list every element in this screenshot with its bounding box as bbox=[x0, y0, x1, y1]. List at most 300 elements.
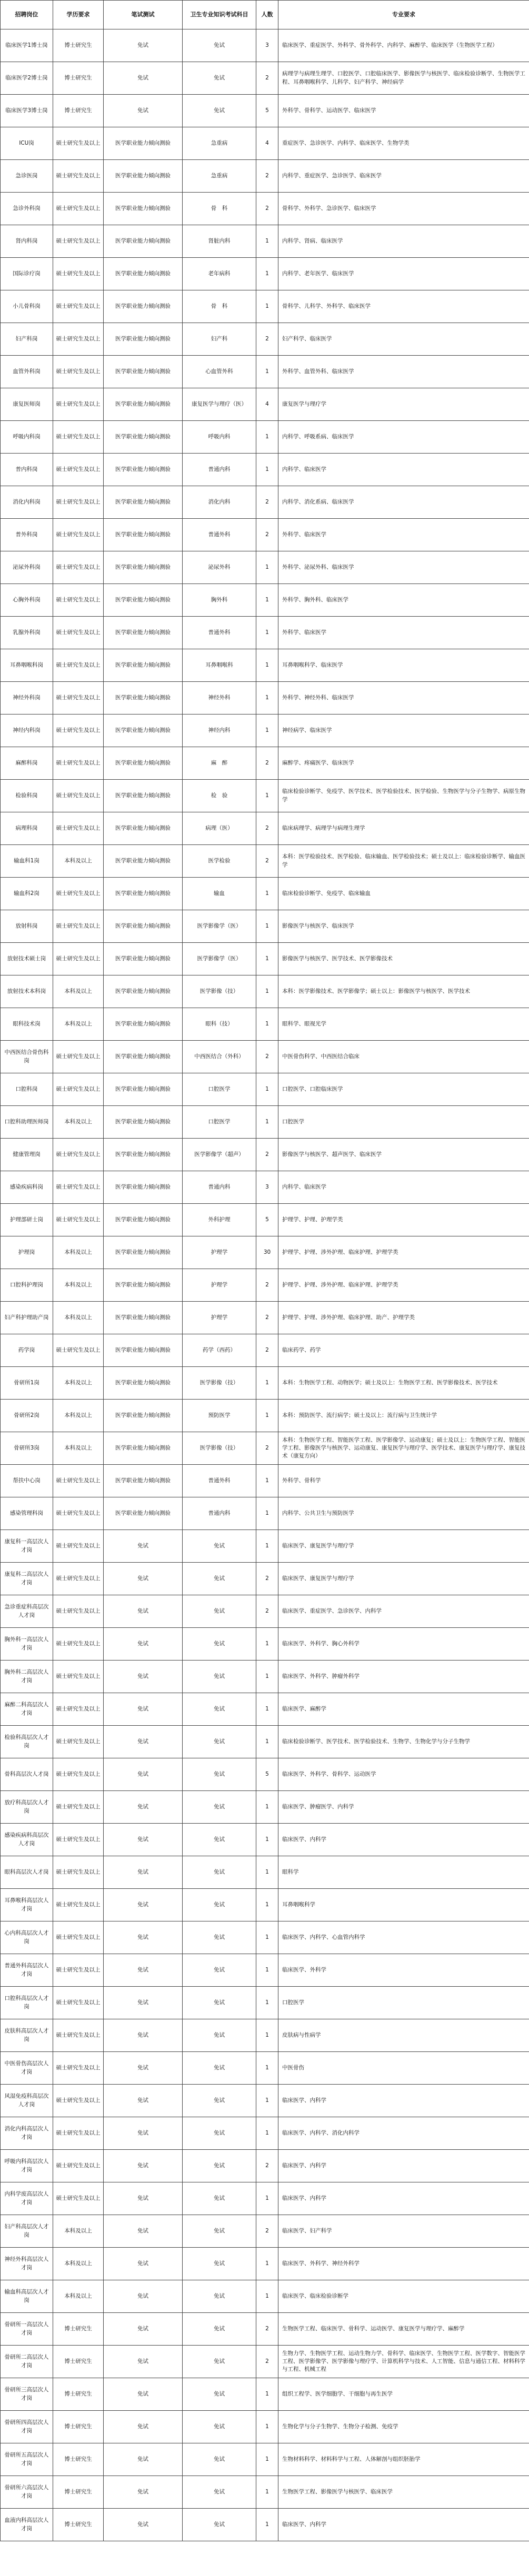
cell-major: 组织工程学、医学细胞学、干细胞与再生医学 bbox=[278, 2378, 529, 2411]
cell-exam: 免试 bbox=[104, 2117, 183, 2150]
cell-position: 心内科高层次人才岗 bbox=[1, 1921, 53, 1954]
cell-exam: 医学职业能力倾向测验 bbox=[104, 290, 183, 323]
cell-exam: 医学职业能力倾向测验 bbox=[104, 193, 183, 225]
table-row bbox=[1, 2085, 529, 2117]
cell-major: 外科学、泌尿外科、临床医学 bbox=[278, 551, 529, 584]
cell-count: 2 bbox=[256, 193, 278, 225]
cell-exam: 医学职业能力倾向测验 bbox=[104, 160, 183, 193]
cell-major: 临床医学、麻醉学 bbox=[278, 1693, 529, 1726]
cell-exam: 免试 bbox=[104, 2411, 183, 2443]
cell-education: 硕士研究生及以上 bbox=[53, 1628, 104, 1661]
cell-subject: 免试 bbox=[183, 1954, 256, 1987]
cell-position: 麻醉二科高层次人才岗 bbox=[1, 1693, 53, 1726]
cell-education: 硕士研究生及以上 bbox=[53, 2085, 104, 2117]
cell-exam: 免试 bbox=[104, 1726, 183, 1758]
cell-exam: 医学职业能力倾向测验 bbox=[104, 388, 183, 421]
cell-major: 影像医学与核医学、超声医学、临床医学 bbox=[278, 1139, 529, 1171]
cell-position: 消化内科高层次人才岗 bbox=[1, 2117, 53, 2150]
table-row bbox=[1, 2248, 529, 2280]
cell-count: 1 bbox=[256, 878, 278, 910]
cell-education: 硕士研究生及以上 bbox=[53, 715, 104, 747]
cell-count: 1 bbox=[256, 2509, 278, 2541]
table-row bbox=[1, 2313, 529, 2346]
cell-subject: 麻 醉 bbox=[183, 747, 256, 780]
cell-subject: 免试 bbox=[183, 2476, 256, 2509]
cell-exam: 免试 bbox=[104, 29, 183, 62]
cell-education: 硕士研究生及以上 bbox=[53, 1758, 104, 1791]
cell-subject: 医学影像（技） bbox=[183, 1432, 256, 1465]
table-row bbox=[1, 1432, 529, 1465]
table-row bbox=[1, 943, 529, 975]
cell-major: 眼科学、眼视光学 bbox=[278, 1008, 529, 1041]
cell-count: 1 bbox=[256, 551, 278, 584]
cell-education: 博士研究生 bbox=[53, 2411, 104, 2443]
cell-subject: 免试 bbox=[183, 2509, 256, 2541]
cell-subject: 免试 bbox=[183, 1530, 256, 1563]
cell-position: 胸外科一高层次人才岗 bbox=[1, 1628, 53, 1661]
cell-major: 重症医学、急诊医学、内科学、临床医学、生物学类 bbox=[278, 127, 529, 160]
cell-exam: 医学职业能力倾向测验 bbox=[104, 943, 183, 975]
cell-count: 1 bbox=[256, 454, 278, 486]
cell-education: 硕士研究生及以上 bbox=[53, 649, 104, 682]
cell-position: 中西医结合骨伤科岗 bbox=[1, 1041, 53, 1073]
cell-subject: 免试 bbox=[183, 1595, 256, 1628]
cell-exam: 医学职业能力倾向测验 bbox=[104, 1041, 183, 1073]
table-row bbox=[1, 454, 529, 486]
cell-education: 硕士研究生及以上 bbox=[53, 1041, 104, 1073]
table-row bbox=[1, 1921, 529, 1954]
cell-count: 1 bbox=[256, 1889, 278, 1921]
cell-exam: 医学职业能力倾向测验 bbox=[104, 486, 183, 519]
cell-subject: 免试 bbox=[183, 1791, 256, 1824]
cell-education: 硕士研究生及以上 bbox=[53, 1856, 104, 1889]
table-row bbox=[1, 1106, 529, 1139]
cell-exam: 医学职业能力倾向测验 bbox=[104, 551, 183, 584]
table-row bbox=[1, 1661, 529, 1693]
cell-position: 麻醉科岗 bbox=[1, 747, 53, 780]
table-row bbox=[1, 682, 529, 715]
cell-count: 1 bbox=[256, 356, 278, 388]
cell-position: 急诊重症科高层次人才岗 bbox=[1, 1595, 53, 1628]
cell-count: 1 bbox=[256, 2280, 278, 2313]
cell-major: 本科：医学影像技术、医学影像学；硕士以上：影像医学与核医学、医学技术 bbox=[278, 975, 529, 1008]
cell-education: 硕士研究生及以上 bbox=[53, 812, 104, 845]
table-row bbox=[1, 1954, 529, 1987]
cell-major: 临床医学、内科学、消化内科学 bbox=[278, 2117, 529, 2150]
header-subject: 卫生专业知识考试科目 bbox=[183, 1, 256, 29]
cell-major: 口腔医学 bbox=[278, 1106, 529, 1139]
cell-major: 外科学、血管外科、临床医学 bbox=[278, 356, 529, 388]
cell-subject: 免试 bbox=[183, 2085, 256, 2117]
cell-major: 生物力学、生物医学工程、运动生物力学、骨科学、临床医学、生物医学工程、医学数字、智能医学工程、医学影像学、医学影像与理疗学、计算机科学与技术、人工智能、信息与通信工程、材料科学与工程、机械工程 bbox=[278, 2346, 529, 2378]
cell-exam: 免试 bbox=[104, 2378, 183, 2411]
cell-position: 普通外科高层次人才岗 bbox=[1, 1954, 53, 1987]
cell-education: 硕士研究生及以上 bbox=[53, 2052, 104, 2085]
cell-count: 1 bbox=[256, 1726, 278, 1758]
table-row bbox=[1, 1367, 529, 1400]
cell-education: 博士研究生 bbox=[53, 2313, 104, 2346]
cell-subject: 耳鼻咽喉科 bbox=[183, 649, 256, 682]
header-education: 学历要求 bbox=[53, 1, 104, 29]
cell-exam: 医学职业能力倾向测验 bbox=[104, 454, 183, 486]
cell-position: 感染管理科岗 bbox=[1, 1497, 53, 1530]
cell-major: 内科学、临床医学 bbox=[278, 454, 529, 486]
table-row bbox=[1, 62, 529, 95]
cell-major: 生物医学工程、临床医学、骨科学、运动医学、康复医学与理疗学、麻醉学 bbox=[278, 2313, 529, 2346]
cell-count: 1 bbox=[256, 2182, 278, 2215]
cell-position: 呼吸内科岗 bbox=[1, 421, 53, 454]
cell-exam: 免试 bbox=[104, 1921, 183, 1954]
cell-major: 内科学、老年医学、临床医学 bbox=[278, 258, 529, 290]
cell-education: 硕士研究生及以上 bbox=[53, 486, 104, 519]
cell-subject: 心血管外科 bbox=[183, 356, 256, 388]
cell-count: 1 bbox=[256, 1628, 278, 1661]
cell-position: 妇产科护理助产岗 bbox=[1, 1302, 53, 1334]
cell-education: 硕士研究生及以上 bbox=[53, 323, 104, 356]
table-row bbox=[1, 2117, 529, 2150]
cell-major: 临床医学、内科学、心血管内科学 bbox=[278, 1921, 529, 1954]
cell-subject: 骨 科 bbox=[183, 193, 256, 225]
cell-education: 硕士研究生及以上 bbox=[53, 225, 104, 258]
table-row bbox=[1, 1139, 529, 1171]
cell-major: 内科学、肾病、临床医学 bbox=[278, 225, 529, 258]
cell-subject: 胸外科 bbox=[183, 584, 256, 617]
cell-education: 本科及以上 bbox=[53, 1302, 104, 1334]
cell-exam: 免试 bbox=[104, 1856, 183, 1889]
cell-position: 骨研所五高层次人才岗 bbox=[1, 2443, 53, 2476]
cell-exam: 免试 bbox=[104, 95, 183, 127]
table-row bbox=[1, 1334, 529, 1367]
cell-subject: 免试 bbox=[183, 1889, 256, 1921]
table-row bbox=[1, 1856, 529, 1889]
cell-subject: 免试 bbox=[183, 1987, 256, 2019]
cell-position: 康复科二高层次人才岗 bbox=[1, 1563, 53, 1595]
cell-position: 骨科高层次人才岗 bbox=[1, 1758, 53, 1791]
cell-count: 1 bbox=[256, 2052, 278, 2085]
cell-exam: 医学职业能力倾向测验 bbox=[104, 1073, 183, 1106]
cell-major: 护理学、护理、护理学类 bbox=[278, 1204, 529, 1236]
table-row bbox=[1, 1302, 529, 1334]
cell-subject: 免试 bbox=[183, 29, 256, 62]
cell-position: 国际诊疗岗 bbox=[1, 258, 53, 290]
cell-position: 眼科技术岗 bbox=[1, 1008, 53, 1041]
cell-major: 临床医学、外科学、骨科学、运动医学 bbox=[278, 1758, 529, 1791]
cell-major: 内科学、公共卫生与预防医学 bbox=[278, 1497, 529, 1530]
cell-education: 硕士研究生及以上 bbox=[53, 1791, 104, 1824]
cell-exam: 医学职业能力倾向测验 bbox=[104, 747, 183, 780]
cell-subject: 普通内科 bbox=[183, 454, 256, 486]
cell-count: 1 bbox=[256, 1921, 278, 1954]
table-row bbox=[1, 1726, 529, 1758]
cell-education: 硕士研究生及以上 bbox=[53, 1563, 104, 1595]
cell-major: 护理学、护理、涉外护理、临床护理、护理学类 bbox=[278, 1236, 529, 1269]
cell-subject: 医学检验 bbox=[183, 845, 256, 878]
cell-exam: 医学职业能力倾向测验 bbox=[104, 617, 183, 649]
cell-major: 内科学、临床医学 bbox=[278, 1171, 529, 1204]
cell-position: 病理科岗 bbox=[1, 812, 53, 845]
cell-education: 本科及以上 bbox=[53, 1367, 104, 1400]
cell-exam: 免试 bbox=[104, 1595, 183, 1628]
cell-major: 临床医学、临床检验诊断学 bbox=[278, 2280, 529, 2313]
cell-major: 内科学、重症医学、急诊医学、临床医学 bbox=[278, 160, 529, 193]
cell-position: 呼吸内科高层次人才岗 bbox=[1, 2150, 53, 2182]
cell-count: 2 bbox=[256, 2313, 278, 2346]
table-row bbox=[1, 780, 529, 812]
cell-exam: 免试 bbox=[104, 2509, 183, 2541]
cell-subject: 免试 bbox=[183, 1726, 256, 1758]
cell-education: 本科及以上 bbox=[53, 2248, 104, 2280]
cell-education: 硕士研究生及以上 bbox=[53, 878, 104, 910]
cell-count: 1 bbox=[256, 1693, 278, 1726]
cell-subject: 免试 bbox=[183, 2378, 256, 2411]
table-row bbox=[1, 1563, 529, 1595]
cell-education: 硕士研究生及以上 bbox=[53, 258, 104, 290]
cell-count: 1 bbox=[256, 1008, 278, 1041]
cell-count: 4 bbox=[256, 388, 278, 421]
cell-exam: 医学职业能力倾向测验 bbox=[104, 649, 183, 682]
cell-exam: 免试 bbox=[104, 1530, 183, 1563]
cell-count: 2 bbox=[256, 519, 278, 551]
cell-major: 临床医学、内科学 bbox=[278, 2182, 529, 2215]
cell-subject: 外科护理 bbox=[183, 1204, 256, 1236]
cell-position: 妇产科高层次人才岗 bbox=[1, 2215, 53, 2248]
cell-education: 硕士研究生及以上 bbox=[53, 1204, 104, 1236]
cell-major: 临床医学、重症医学、外科学、骨外科学、内科学、麻醉学、临床医学（生物医学工程） bbox=[278, 29, 529, 62]
cell-position: 血管外科岗 bbox=[1, 356, 53, 388]
cell-position: 胸外科二高层次人才岗 bbox=[1, 1661, 53, 1693]
cell-count: 1 bbox=[256, 1824, 278, 1856]
table-row bbox=[1, 1791, 529, 1824]
cell-subject: 中西医结合（外科） bbox=[183, 1041, 256, 1073]
table-row bbox=[1, 1171, 529, 1204]
cell-count: 2 bbox=[256, 747, 278, 780]
table-row bbox=[1, 290, 529, 323]
cell-position: 骨研所二高层次人才岗 bbox=[1, 2346, 53, 2378]
cell-subject: 老年病科 bbox=[183, 258, 256, 290]
table-row bbox=[1, 2509, 529, 2541]
cell-position: 中医骨伤高层次人才岗 bbox=[1, 2052, 53, 2085]
cell-education: 硕士研究生及以上 bbox=[53, 2019, 104, 2052]
cell-count: 1 bbox=[256, 975, 278, 1008]
cell-exam: 医学职业能力倾向测验 bbox=[104, 323, 183, 356]
table-row bbox=[1, 1987, 529, 2019]
cell-education: 硕士研究生及以上 bbox=[53, 1921, 104, 1954]
cell-count: 2 bbox=[256, 486, 278, 519]
cell-subject: 急重病 bbox=[183, 127, 256, 160]
table-row bbox=[1, 258, 529, 290]
cell-position: 妇产科岗 bbox=[1, 323, 53, 356]
cell-subject: 免试 bbox=[183, 2150, 256, 2182]
cell-count: 1 bbox=[256, 1856, 278, 1889]
cell-education: 本科及以上 bbox=[53, 1269, 104, 1302]
cell-education: 硕士研究生及以上 bbox=[53, 1693, 104, 1726]
cell-education: 硕士研究生及以上 bbox=[53, 1726, 104, 1758]
cell-count: 1 bbox=[256, 1106, 278, 1139]
cell-exam: 医学职业能力倾向测验 bbox=[104, 1139, 183, 1171]
cell-count: 1 bbox=[256, 1954, 278, 1987]
cell-education: 硕士研究生及以上 bbox=[53, 193, 104, 225]
cell-major: 康复医学与理疗学 bbox=[278, 388, 529, 421]
cell-position: 消化内科岗 bbox=[1, 486, 53, 519]
cell-subject: 口腔医学 bbox=[183, 1106, 256, 1139]
cell-exam: 医学职业能力倾向测验 bbox=[104, 878, 183, 910]
cell-count: 1 bbox=[256, 617, 278, 649]
table-row bbox=[1, 2150, 529, 2182]
table-row bbox=[1, 747, 529, 780]
cell-count: 1 bbox=[256, 2019, 278, 2052]
cell-major: 临床药学、药学 bbox=[278, 1334, 529, 1367]
cell-education: 硕士研究生及以上 bbox=[53, 1954, 104, 1987]
cell-position: 心胸外科岗 bbox=[1, 584, 53, 617]
cell-position: 康复科一高层次人才岗 bbox=[1, 1530, 53, 1563]
cell-count: 1 bbox=[256, 1530, 278, 1563]
cell-education: 硕士研究生及以上 bbox=[53, 454, 104, 486]
table-row bbox=[1, 2052, 529, 2085]
table-row bbox=[1, 551, 529, 584]
cell-education: 硕士研究生及以上 bbox=[53, 2182, 104, 2215]
cell-major: 病理学与病理生理学、口腔医学、口腔临床医学、影像医学与核医学、临床检验诊断学、生物医学工程、耳鼻咽喉科学、儿科学、妇产科学、神经病学 bbox=[278, 62, 529, 95]
cell-count: 1 bbox=[256, 2085, 278, 2117]
cell-major: 本科：预防医学、流行病学；硕士及以上：流行病与卫生统计学 bbox=[278, 1400, 529, 1432]
cell-position: 感染疾病科高层次人才岗 bbox=[1, 1824, 53, 1856]
cell-subject: 普通外科 bbox=[183, 617, 256, 649]
cell-subject: 免试 bbox=[183, 1693, 256, 1726]
cell-position: 血液内科高层次人才岗 bbox=[1, 2509, 53, 2541]
cell-exam: 免试 bbox=[104, 1889, 183, 1921]
cell-subject: 免试 bbox=[183, 2248, 256, 2280]
cell-count: 1 bbox=[256, 258, 278, 290]
cell-position: 输血科1岗 bbox=[1, 845, 53, 878]
cell-major: 临床医学、肿瘤医学、内科学 bbox=[278, 1791, 529, 1824]
header-count: 人数 bbox=[256, 1, 278, 29]
cell-education: 硕士研究生及以上 bbox=[53, 1465, 104, 1497]
cell-subject: 急重病 bbox=[183, 160, 256, 193]
cell-major: 临床医学、外科学、肿瘤外科学 bbox=[278, 1661, 529, 1693]
cell-position: 骨研所一高层次人才岗 bbox=[1, 2313, 53, 2346]
cell-exam: 医学职业能力倾向测验 bbox=[104, 1008, 183, 1041]
cell-education: 硕士研究生及以上 bbox=[53, 1987, 104, 2019]
table-row bbox=[1, 160, 529, 193]
table-row bbox=[1, 1889, 529, 1921]
cell-education: 硕士研究生及以上 bbox=[53, 2150, 104, 2182]
cell-position: 骨研所四高层次人才岗 bbox=[1, 2411, 53, 2443]
cell-count: 2 bbox=[256, 1302, 278, 1334]
cell-exam: 医学职业能力倾向测验 bbox=[104, 519, 183, 551]
cell-education: 硕士研究生及以上 bbox=[53, 1530, 104, 1563]
cell-exam: 免试 bbox=[104, 2019, 183, 2052]
cell-subject: 免试 bbox=[183, 1856, 256, 1889]
cell-count: 2 bbox=[256, 812, 278, 845]
table-row bbox=[1, 2443, 529, 2476]
cell-education: 硕士研究生及以上 bbox=[53, 584, 104, 617]
cell-position: 放疗科高层次人才岗 bbox=[1, 1791, 53, 1824]
cell-subject: 免试 bbox=[183, 2443, 256, 2476]
cell-count: 1 bbox=[256, 1791, 278, 1824]
cell-subject: 免试 bbox=[183, 95, 256, 127]
cell-count: 1 bbox=[256, 715, 278, 747]
cell-position: 检验科高层次人才岗 bbox=[1, 1726, 53, 1758]
cell-major: 中医骨伤科学、中西医结合临床 bbox=[278, 1041, 529, 1073]
cell-position: 皮肤科高层次人才岗 bbox=[1, 2019, 53, 2052]
cell-subject: 免试 bbox=[183, 62, 256, 95]
table-row bbox=[1, 910, 529, 943]
cell-education: 硕士研究生及以上 bbox=[53, 290, 104, 323]
table-row bbox=[1, 1824, 529, 1856]
cell-education: 硕士研究生及以上 bbox=[53, 551, 104, 584]
cell-exam: 免试 bbox=[104, 1661, 183, 1693]
table-row bbox=[1, 2215, 529, 2248]
cell-exam: 免试 bbox=[104, 1987, 183, 2019]
cell-major: 皮肤病与性病学 bbox=[278, 2019, 529, 2052]
cell-exam: 免试 bbox=[104, 2215, 183, 2248]
cell-count: 1 bbox=[256, 2117, 278, 2150]
cell-subject: 免试 bbox=[183, 1921, 256, 1954]
cell-major: 外科学、临床医学 bbox=[278, 519, 529, 551]
cell-count: 3 bbox=[256, 29, 278, 62]
cell-exam: 医学职业能力倾向测验 bbox=[104, 356, 183, 388]
cell-count: 1 bbox=[256, 1073, 278, 1106]
cell-position: 感染疾病科岗 bbox=[1, 1171, 53, 1204]
cell-count: 1 bbox=[256, 2248, 278, 2280]
cell-count: 30 bbox=[256, 1236, 278, 1269]
table-row bbox=[1, 2411, 529, 2443]
cell-major: 骨科学、外科学、急诊医学、临床医学 bbox=[278, 193, 529, 225]
cell-exam: 医学职业能力倾向测验 bbox=[104, 421, 183, 454]
cell-education: 本科及以上 bbox=[53, 2215, 104, 2248]
cell-count: 4 bbox=[256, 127, 278, 160]
cell-subject: 普通外科 bbox=[183, 519, 256, 551]
cell-subject: 医学影像学（医） bbox=[183, 910, 256, 943]
header-position: 招聘岗位 bbox=[1, 1, 53, 29]
cell-exam: 免试 bbox=[104, 1824, 183, 1856]
cell-education: 硕士研究生及以上 bbox=[53, 1139, 104, 1171]
cell-exam: 免试 bbox=[104, 1758, 183, 1791]
cell-major: 内科学、呼吸系病、临床医学 bbox=[278, 421, 529, 454]
cell-count: 1 bbox=[256, 1987, 278, 2019]
cell-position: 临床医学3博士岗 bbox=[1, 95, 53, 127]
cell-exam: 医学职业能力倾向测验 bbox=[104, 258, 183, 290]
table-row bbox=[1, 1269, 529, 1302]
cell-exam: 医学职业能力倾向测验 bbox=[104, 1204, 183, 1236]
cell-exam: 免试 bbox=[104, 2443, 183, 2476]
cell-major: 中医骨伤 bbox=[278, 2052, 529, 2085]
cell-subject: 肾脏内科 bbox=[183, 225, 256, 258]
cell-count: 2 bbox=[256, 1334, 278, 1367]
cell-subject: 免试 bbox=[183, 2346, 256, 2378]
cell-education: 硕士研究生及以上 bbox=[53, 160, 104, 193]
cell-major: 耳鼻咽喉科学、临床医学 bbox=[278, 649, 529, 682]
cell-position: 临床医学1博士岗 bbox=[1, 29, 53, 62]
cell-count: 1 bbox=[256, 1465, 278, 1497]
cell-exam: 医学职业能力倾向测验 bbox=[104, 1334, 183, 1367]
cell-major: 外科学、骨科学 bbox=[278, 1465, 529, 1497]
table-row bbox=[1, 95, 529, 127]
table-row bbox=[1, 1595, 529, 1628]
cell-exam: 免试 bbox=[104, 2313, 183, 2346]
table-row bbox=[1, 2019, 529, 2052]
table-row bbox=[1, 649, 529, 682]
cell-position: 急诊外科岗 bbox=[1, 193, 53, 225]
table-row bbox=[1, 1497, 529, 1530]
cell-subject: 妇产科 bbox=[183, 323, 256, 356]
cell-position: 小儿骨科岗 bbox=[1, 290, 53, 323]
cell-education: 硕士研究生及以上 bbox=[53, 943, 104, 975]
cell-major: 本科：医学检验技术、医学检验、临床输血、医学检验技术；硕士及以上：临床检验诊断学、输血医学 bbox=[278, 845, 529, 878]
cell-education: 硕士研究生及以上 bbox=[53, 1073, 104, 1106]
cell-subject: 医学影像（技） bbox=[183, 1367, 256, 1400]
cell-exam: 免试 bbox=[104, 1693, 183, 1726]
cell-count: 2 bbox=[256, 1432, 278, 1465]
